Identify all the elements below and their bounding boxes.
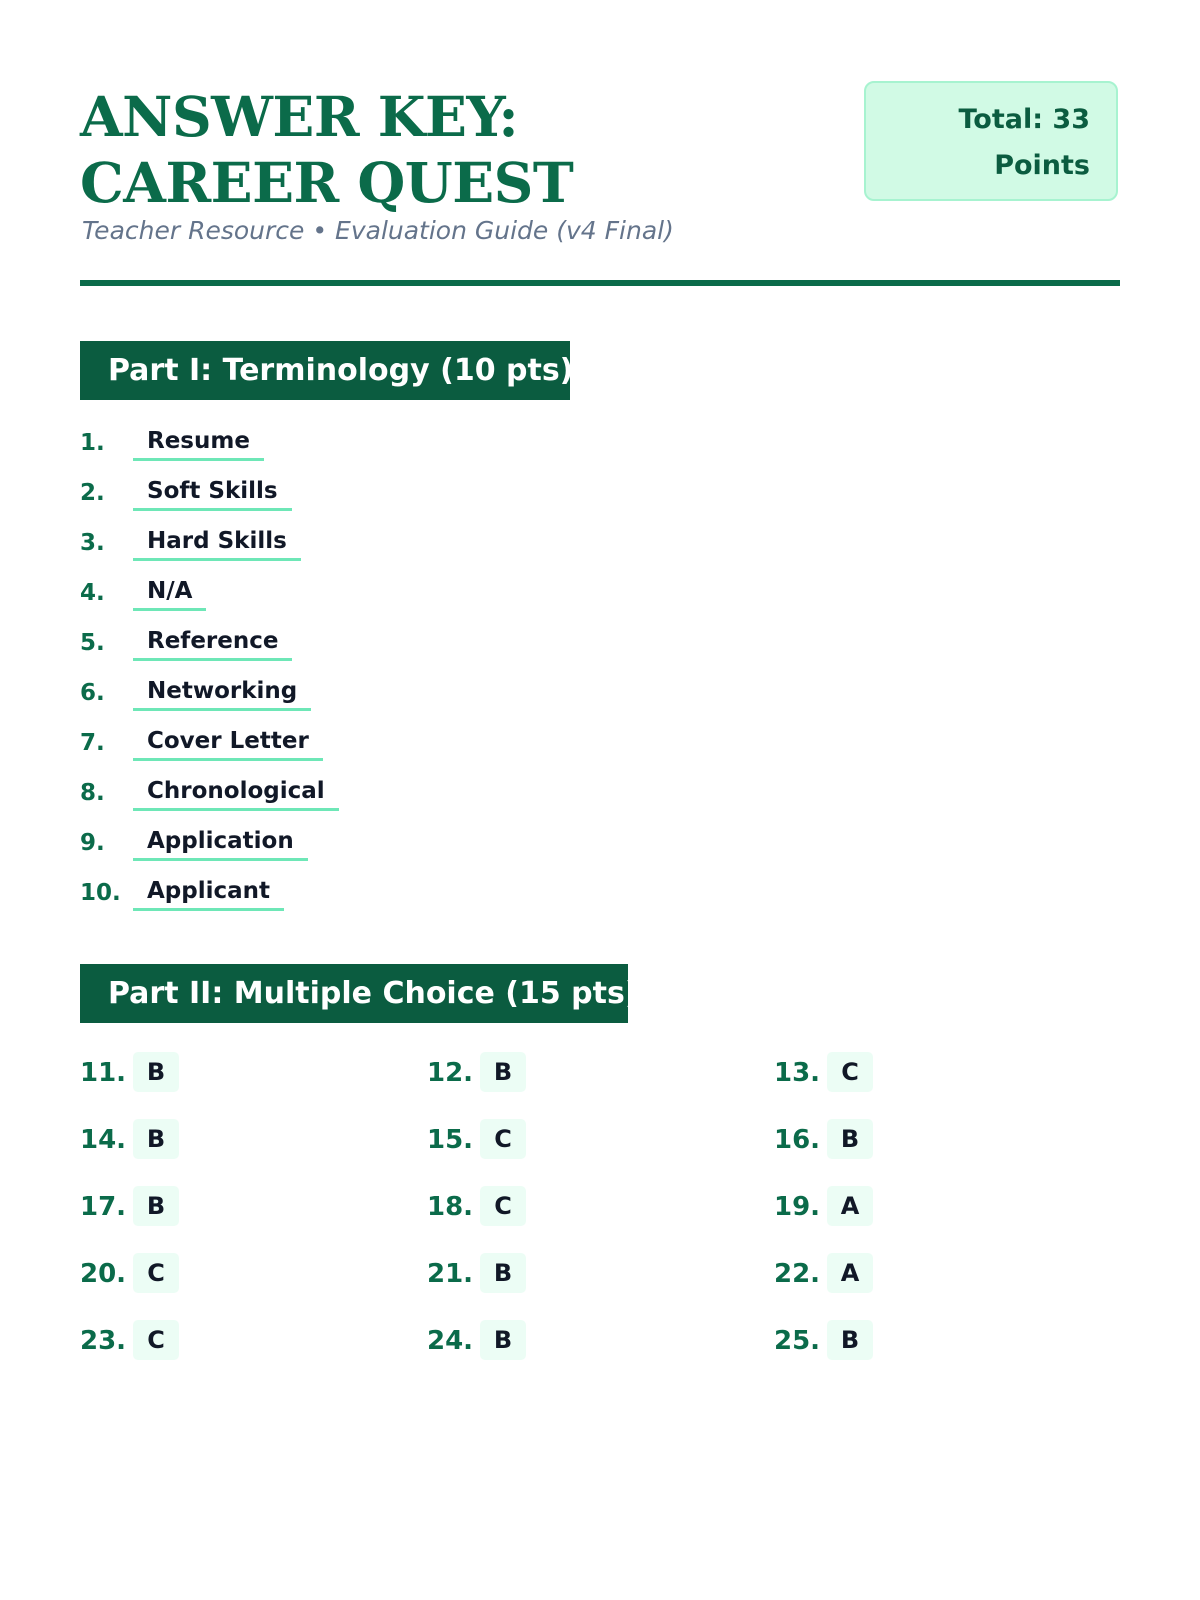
term-answer: Reference [133, 626, 292, 661]
choice-answer: B [480, 1052, 526, 1092]
mc-answer-item [427, 1253, 774, 1320]
choice-answer: A [827, 1186, 873, 1226]
mc-answer-item [774, 1253, 1120, 1320]
question-number: 2. [80, 480, 105, 506]
question-number: 13. [774, 1058, 821, 1088]
page-title: ANSWER KEY: CAREER QUEST [80, 84, 574, 215]
terminology-answer-list [80, 418, 680, 918]
term-answer: Soft Skills [133, 476, 292, 511]
mc-answer-item [80, 1320, 427, 1387]
question-number: 8. [80, 780, 105, 806]
term-answer: Application [133, 826, 308, 861]
question-number: 15. [427, 1125, 474, 1155]
question-number: 9. [80, 830, 105, 856]
document-header [80, 84, 1120, 284]
choice-answer: C [133, 1320, 179, 1360]
question-number: 14. [80, 1125, 127, 1155]
question-number: 23. [80, 1326, 127, 1356]
choice-answer: C [133, 1253, 179, 1293]
part2-heading: Part II: Multiple Choice (15 pts) [80, 964, 628, 1023]
question-number: 10. [80, 880, 121, 906]
term-answer: Cover Letter [133, 726, 323, 761]
choice-answer: B [480, 1320, 526, 1360]
question-number: 19. [774, 1192, 821, 1222]
question-number: 21. [427, 1259, 474, 1289]
mc-answer-item [427, 1052, 774, 1119]
question-number: 22. [774, 1259, 821, 1289]
question-number: 6. [80, 680, 105, 706]
choice-answer: A [827, 1253, 873, 1293]
list-item [80, 718, 680, 768]
page-subtitle: Teacher Resource • Evaluation Guide (v4 Final) [82, 216, 674, 245]
question-number: 12. [427, 1058, 474, 1088]
list-item [80, 668, 680, 718]
question-number: 1. [80, 430, 105, 456]
choice-answer: B [133, 1186, 179, 1226]
mc-answer-item [80, 1253, 427, 1320]
mc-answer-item [774, 1119, 1120, 1186]
list-item [80, 768, 680, 818]
choice-answer: B [827, 1119, 873, 1159]
total-points-value: Total: 33 [958, 104, 1090, 135]
question-number: 7. [80, 730, 105, 756]
list-item [80, 418, 680, 468]
choice-answer: B [827, 1320, 873, 1360]
total-points-unit: Points [994, 150, 1090, 181]
mc-answer-item [774, 1186, 1120, 1253]
question-number: 24. [427, 1326, 474, 1356]
question-number: 17. [80, 1192, 127, 1222]
term-answer: Networking [133, 676, 311, 711]
term-answer: Chronological [133, 776, 339, 811]
list-item [80, 468, 680, 518]
total-points-badge [864, 81, 1118, 201]
mc-answer-item [427, 1119, 774, 1186]
mc-answer-item [427, 1320, 774, 1387]
question-number: 25. [774, 1326, 821, 1356]
mc-answer-item [774, 1052, 1120, 1119]
mc-answer-item [80, 1052, 427, 1119]
mc-answer-item [80, 1119, 427, 1186]
choice-answer: C [827, 1052, 873, 1092]
list-item [80, 868, 680, 918]
term-answer: Resume [133, 426, 264, 461]
choice-answer: C [480, 1119, 526, 1159]
term-answer: N/A [133, 576, 206, 611]
list-item [80, 518, 680, 568]
term-answer: Applicant [133, 876, 284, 911]
term-answer: Hard Skills [133, 526, 301, 561]
list-item [80, 568, 680, 618]
mc-answer-item [774, 1320, 1120, 1387]
answer-key-page [80, 0, 1120, 1600]
question-number: 18. [427, 1192, 474, 1222]
choice-answer: B [133, 1052, 179, 1092]
question-number: 3. [80, 530, 105, 556]
choice-answer: B [480, 1253, 526, 1293]
question-number: 16. [774, 1125, 821, 1155]
question-number: 11. [80, 1058, 127, 1088]
mc-answer-item [427, 1186, 774, 1253]
header-divider [80, 280, 1120, 286]
list-item [80, 818, 680, 868]
list-item [80, 618, 680, 668]
choice-answer: B [133, 1119, 179, 1159]
question-number: 4. [80, 580, 105, 606]
question-number: 20. [80, 1259, 127, 1289]
multiple-choice-answer-grid [80, 1052, 1120, 1387]
part1-heading: Part I: Terminology (10 pts) [80, 341, 570, 400]
choice-answer: C [480, 1186, 526, 1226]
question-number: 5. [80, 630, 105, 656]
mc-answer-item [80, 1186, 427, 1253]
